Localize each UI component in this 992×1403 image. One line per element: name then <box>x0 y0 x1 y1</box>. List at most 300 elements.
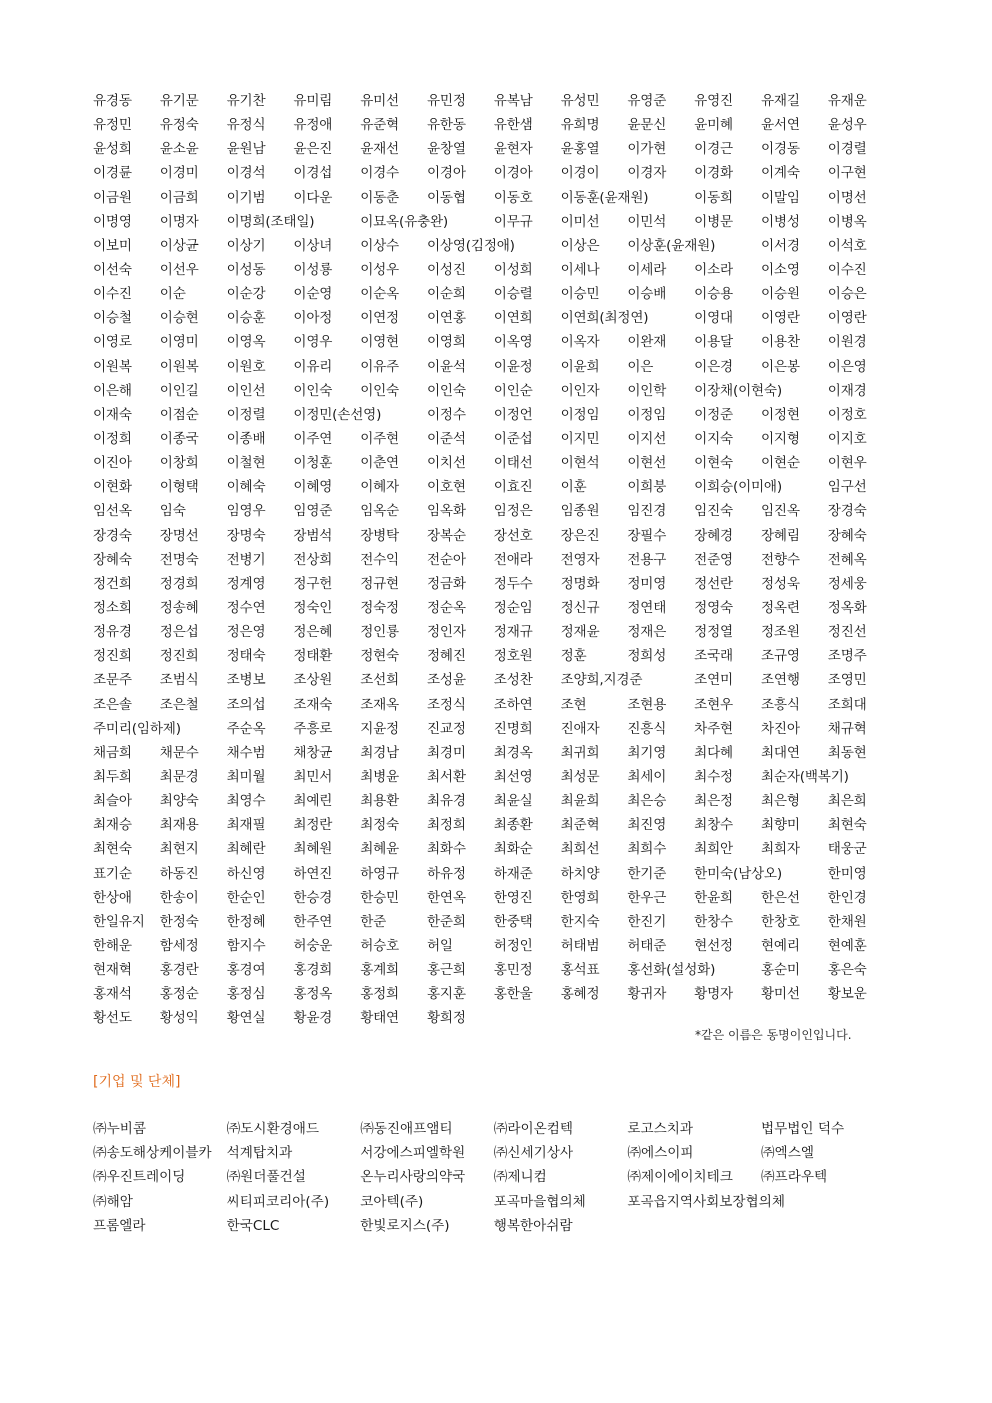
donor-name: 이형택 <box>159 479 199 496</box>
donor-name: 유희명 <box>560 117 600 134</box>
donor-name: 임구선 <box>827 479 867 496</box>
donor-name: 한영희 <box>560 889 600 906</box>
donor-name: 이정임 <box>560 406 600 423</box>
donor-name: 최두희 <box>93 768 132 785</box>
donor-name: 이영희 <box>426 334 466 351</box>
donor-name: 이승현 <box>159 310 199 327</box>
donor-name: 조정식 <box>426 696 466 713</box>
donor-name: 전애라 <box>493 551 533 568</box>
donor-name: 최세이 <box>627 768 667 785</box>
donor-name: 이무규 <box>493 213 533 230</box>
donor-name: 주흥로 <box>293 720 333 737</box>
donor-name: 윤은진 <box>293 141 333 158</box>
donor-name: 정은영 <box>226 624 266 641</box>
donor-name: 정옥화 <box>827 599 867 616</box>
donor-name: 이정수 <box>426 406 466 423</box>
donor-name: 이석호 <box>827 237 867 254</box>
donor-name: 이지형 <box>760 430 800 447</box>
donor-name-list <box>93 89 913 1030</box>
donor-name: 이유리 <box>293 358 333 375</box>
donor-name: 이치선 <box>426 455 466 472</box>
donor-name: 홍정희 <box>360 986 399 1003</box>
donor-name: 한연옥 <box>426 889 466 906</box>
donor-name: 이원복 <box>93 358 132 375</box>
donor-name: 한승경 <box>293 889 333 906</box>
donor-name: 전순아 <box>426 551 466 568</box>
donor-name: 표기순 <box>93 865 132 882</box>
donor-name: 진흥식 <box>627 720 667 737</box>
organization-name: 포곡읍지역사회보장협의체 <box>627 1193 785 1210</box>
donor-name: 이동춘 <box>360 189 399 206</box>
donor-name: 채문수 <box>159 744 199 761</box>
donor-name: 장명선 <box>159 527 199 544</box>
donor-name: 이청훈 <box>293 455 333 472</box>
donor-name: 주미리(임하제) <box>93 720 181 737</box>
donor-name: 이영미 <box>159 334 199 351</box>
donor-name: 이승렬 <box>493 286 533 303</box>
donor-name: 한준희 <box>426 913 466 930</box>
donor-name: 이영로 <box>93 334 132 351</box>
donor-name: 이소영 <box>760 261 800 278</box>
donor-name: 정송혜 <box>159 599 199 616</box>
donor-name: 이가현 <box>627 141 667 158</box>
donor-name: 장혜숙 <box>93 551 132 568</box>
donor-name: 정금화 <box>426 575 466 592</box>
donor-name: 이유주 <box>360 358 399 375</box>
donor-name: 이춘연 <box>360 455 399 472</box>
donor-name: 최귀희 <box>560 744 600 761</box>
donor-name: 최정희 <box>426 817 466 834</box>
donor-name: 한채원 <box>827 913 867 930</box>
donor-name: 최성문 <box>560 768 600 785</box>
donor-name: 조상원 <box>293 672 333 689</box>
donor-name: 한일유지 <box>93 913 145 930</box>
donor-name: 정호원 <box>493 648 533 665</box>
donor-name: 진교정 <box>426 720 466 737</box>
donor-name: 이현석 <box>560 455 600 472</box>
organization-name: ㈜제니컴 <box>493 1169 547 1186</box>
donor-name: 이승용 <box>694 286 733 303</box>
donor-name: 조성윤 <box>426 672 466 689</box>
donor-name: 한진기 <box>627 913 667 930</box>
donor-name: 최은정 <box>694 793 733 810</box>
donor-name: 정재규 <box>493 624 533 641</box>
donor-name: 차주현 <box>694 720 733 737</box>
donor-name: 윤홍열 <box>560 141 600 158</box>
donor-name: 임옥화 <box>426 503 466 520</box>
donor-name: 황태연 <box>360 1010 399 1027</box>
donor-name: 최재필 <box>226 817 266 834</box>
donor-name: 허승호 <box>360 937 399 954</box>
donor-name: 이순희 <box>426 286 466 303</box>
donor-name: 이계숙 <box>760 165 800 182</box>
donor-name: 이순강 <box>226 286 266 303</box>
homonym-note: *같은 이름은 동명이인입니다. <box>695 1028 852 1042</box>
donor-name: 한영진 <box>493 889 533 906</box>
donor-name: 이희승(이미애) <box>694 479 782 496</box>
donor-name: 전상희 <box>293 551 333 568</box>
donor-name: 이동협 <box>426 189 466 206</box>
donor-name: 최희선 <box>560 841 600 858</box>
organization-name: ㈜동진애프앰티 <box>360 1121 453 1137</box>
donor-name: 유준혁 <box>360 117 399 134</box>
donor-name: 한우근 <box>627 889 667 906</box>
donor-name: 최희자 <box>760 841 800 858</box>
donor-name: 하유정 <box>426 865 466 882</box>
donor-name: 이동호 <box>493 189 533 206</box>
donor-name: 이병성 <box>760 213 800 230</box>
donor-name: 이효진 <box>493 479 533 496</box>
donor-name: 이민석 <box>627 213 667 230</box>
donor-name: 조규영 <box>760 648 800 665</box>
donor-name: 임영준 <box>293 503 333 520</box>
donor-name: 이정임 <box>627 406 667 423</box>
donor-name: 이수진 <box>827 261 867 278</box>
donor-name: 이영란 <box>760 310 800 327</box>
donor-name: 이은영 <box>827 358 867 375</box>
donor-name: 이장채(이현숙) <box>694 382 782 399</box>
donor-name: 이소라 <box>694 261 733 278</box>
donor-name: 이주연 <box>293 430 333 447</box>
donor-name: 정재윤 <box>560 624 600 641</box>
donor-name: 이지숙 <box>694 430 733 447</box>
donor-name: 유기찬 <box>226 93 266 109</box>
donor-name: 장경숙 <box>93 527 132 544</box>
donor-name: 정유경 <box>93 624 132 641</box>
donor-name: 한은선 <box>760 889 800 906</box>
donor-name: 이명선 <box>827 189 867 206</box>
donor-name: 이재경 <box>827 382 867 399</box>
donor-name: 임정은 <box>493 503 533 520</box>
donor-name: 전명숙 <box>159 551 199 568</box>
donor-name: 이현우 <box>827 455 867 472</box>
donor-name: 윤서연 <box>760 117 800 134</box>
donor-name: 이경수 <box>360 165 399 182</box>
donor-name: 이승철 <box>93 310 132 327</box>
donor-name: 임영우 <box>226 503 266 520</box>
donor-name: 황보운 <box>827 986 867 1003</box>
donor-name: 최용환 <box>360 793 399 810</box>
donor-name: 하동진 <box>159 865 199 882</box>
donor-name: 이동희 <box>694 189 733 206</box>
donor-name: 최향미 <box>760 817 800 834</box>
donor-name: 한미숙(남상오) <box>694 865 782 882</box>
donor-name: 채수범 <box>226 744 266 761</box>
donor-name: 전수익 <box>360 551 399 568</box>
donor-name: 이명영 <box>93 213 132 230</box>
donor-name: 허숭운 <box>293 937 333 954</box>
donor-name: 이인숙 <box>293 382 333 399</box>
donor-name: 정명화 <box>560 575 600 592</box>
organization-name: ㈜라이온컴텍 <box>493 1121 574 1137</box>
donor-name: 최경남 <box>360 744 399 761</box>
donor-name: 한승민 <box>360 889 399 906</box>
organization-name: ㈜도시환경애드 <box>226 1121 319 1137</box>
donor-name: 허정인 <box>493 937 533 954</box>
donor-name: 이승훈 <box>226 310 266 327</box>
donor-name: 황미선 <box>760 986 800 1003</box>
donor-name: 이세나 <box>560 261 600 278</box>
donor-name: 최슬아 <box>93 793 132 810</box>
donor-name: 이태선 <box>493 455 533 472</box>
donor-name: 이지민 <box>560 430 600 447</box>
donor-name: 이혜영 <box>293 479 333 496</box>
donor-name: 이경미 <box>159 165 199 182</box>
donor-name: 황연실 <box>226 1010 266 1027</box>
donor-name: 이묘옥(유충완) <box>360 213 448 230</box>
donor-name: 이경섭 <box>293 165 333 182</box>
donor-name: 이영옥 <box>226 334 266 351</box>
donor-name: 황귀자 <box>627 986 667 1003</box>
donor-name: 최은승 <box>627 793 667 810</box>
donor-name: 이세라 <box>627 261 667 278</box>
donor-name: 한윤희 <box>694 889 733 906</box>
donor-name: 최다혜 <box>694 744 733 761</box>
donor-name: 이종배 <box>226 430 266 447</box>
donor-name: 이인순 <box>493 382 533 399</box>
donor-name: 정구헌 <box>293 575 333 592</box>
donor-name: 이영란 <box>827 310 867 327</box>
donor-name: 이명자 <box>159 213 199 230</box>
organization-name: 한국CLC <box>226 1217 280 1234</box>
donor-name: 정세웅 <box>827 575 867 592</box>
donor-name: 이경근 <box>694 141 733 158</box>
donor-name: 이경렬 <box>827 141 867 158</box>
donor-name: 현선정 <box>694 937 733 954</box>
donor-name: 홍석표 <box>560 962 600 979</box>
donor-name: 이은 <box>627 358 654 375</box>
donor-name: 채규혁 <box>827 720 867 737</box>
donor-name: 홍재석 <box>93 986 132 1003</box>
donor-name: 임종원 <box>560 503 600 520</box>
donor-name: 이지호 <box>827 430 867 447</box>
donor-name: 윤성우 <box>827 117 867 134</box>
donor-name: 이용달 <box>694 334 733 351</box>
donor-name: 하치양 <box>560 865 600 882</box>
donor-name: 최현숙 <box>93 841 132 858</box>
donor-name: 이성우 <box>360 261 399 278</box>
donor-name: 최희안 <box>694 841 733 858</box>
donor-name: 이성룡 <box>293 261 333 278</box>
donor-name: 이옥자 <box>560 334 600 351</box>
donor-name: 이연홍 <box>426 310 466 327</box>
donor-name: 이정언 <box>493 406 533 423</box>
donor-name: 최현지 <box>159 841 199 858</box>
donor-name: 이경아 <box>493 165 533 182</box>
donor-name: 정재은 <box>627 624 667 641</box>
donor-name: 진애자 <box>560 720 600 737</box>
organization-name: ㈜해암 <box>93 1193 133 1210</box>
donor-name: 이영대 <box>694 310 733 327</box>
donor-name: 유정식 <box>226 117 266 134</box>
donor-name: 정혜진 <box>426 648 466 665</box>
donor-name: 이금원 <box>93 189 132 206</box>
donor-name: 한해운 <box>93 937 132 954</box>
donor-name: 최화순 <box>493 841 533 858</box>
donor-name: 정조원 <box>760 624 800 641</box>
donor-name: 유미선 <box>360 93 399 109</box>
donor-name: 이준섭 <box>493 430 533 447</box>
donor-name: 황선도 <box>93 1010 132 1027</box>
donor-name: 정숙인 <box>293 599 333 616</box>
donor-name: 윤원남 <box>226 141 266 158</box>
donor-name: 조현용 <box>627 696 667 713</box>
donor-name: 홍경희 <box>293 962 333 979</box>
donor-name: 이병문 <box>694 213 733 230</box>
donor-name: 최예린 <box>293 793 333 810</box>
donor-name: 태웅군 <box>827 841 867 858</box>
organization-name: ㈜프라우텍 <box>760 1169 828 1186</box>
donor-name: 현예리 <box>760 937 800 954</box>
donor-name: 한정혜 <box>226 913 266 930</box>
organization-name: 코아텍(주) <box>360 1193 424 1210</box>
donor-name: 전준영 <box>694 551 733 568</box>
donor-name: 하재준 <box>493 865 533 882</box>
donor-name: 홍민정 <box>493 962 533 979</box>
donor-name: 이윤석 <box>426 358 466 375</box>
donor-name: 이재숙 <box>93 406 132 423</box>
donor-name: 이현순 <box>760 455 800 472</box>
donor-name: 이순 <box>159 286 186 303</box>
donor-name: 정숙정 <box>360 599 399 616</box>
donor-name: 이인자 <box>560 382 600 399</box>
donor-name: 홍경란 <box>159 962 199 979</box>
donor-name: 윤성희 <box>93 141 132 158</box>
donor-name: 정미영 <box>627 575 667 592</box>
donor-name: 윤소윤 <box>159 141 199 158</box>
donor-name: 이명희(조태일) <box>226 213 315 230</box>
donor-name: 진명희 <box>493 720 533 737</box>
donor-name: 이경륜 <box>93 165 132 182</box>
donor-name: 최정란 <box>293 817 333 834</box>
donor-name: 하신영 <box>226 865 266 882</box>
donor-name: 홍경여 <box>226 962 266 979</box>
donor-name: 최정숙 <box>360 817 399 834</box>
donor-name: 정순옥 <box>426 599 466 616</box>
donor-name: 이상훈(윤재원) <box>627 237 716 254</box>
donor-name: 정희성 <box>627 648 667 665</box>
donor-name: 조문주 <box>93 672 132 689</box>
donor-name: 최준혁 <box>560 817 600 834</box>
donor-name: 조영민 <box>827 672 867 689</box>
donor-name: 정정열 <box>694 624 733 641</box>
donor-name: 이인숙 <box>360 382 399 399</box>
section-title-organizations: [기업 및 단체] <box>93 1074 181 1090</box>
donor-name: 유미림 <box>293 93 333 109</box>
donor-name: 이순옥 <box>360 286 399 303</box>
donor-name: 황성익 <box>159 1010 199 1027</box>
donor-name: 이호현 <box>426 479 466 496</box>
donor-name: 홍계희 <box>360 962 399 979</box>
donor-name: 이희붕 <box>627 479 667 496</box>
donor-name: 한송이 <box>159 889 199 906</box>
donor-name: 이은봉 <box>760 358 800 375</box>
donor-name: 홍정옥 <box>293 986 333 1003</box>
donor-name: 한준 <box>360 913 387 930</box>
donor-name: 조연행 <box>760 672 800 689</box>
donor-name: 하영규 <box>360 865 399 882</box>
donor-name: 이훈 <box>560 479 587 496</box>
donor-name: 이선우 <box>159 261 199 278</box>
donor-name: 채창균 <box>293 744 333 761</box>
donor-name: 유기문 <box>159 93 199 109</box>
donor-name: 정수연 <box>226 599 266 616</box>
donor-name: 이용찬 <box>760 334 800 351</box>
donor-name: 이다운 <box>293 189 333 206</box>
donor-name: 한미영 <box>827 865 867 882</box>
donor-name: 유경동 <box>93 93 132 109</box>
donor-name: 윤현자 <box>493 141 533 158</box>
donor-name: 장선호 <box>493 527 533 544</box>
donor-name: 최종환 <box>493 817 533 834</box>
donor-name: 한지숙 <box>560 913 600 930</box>
donor-name: 임진경 <box>627 503 667 520</box>
donor-name: 최경옥 <box>493 744 533 761</box>
donor-name: 장혜림 <box>760 527 800 544</box>
donor-name: 하연진 <box>293 865 333 882</box>
donor-name: 이성동 <box>226 261 266 278</box>
donor-name: 이금희 <box>159 189 199 206</box>
donor-name: 전혜옥 <box>827 551 867 568</box>
donor-name: 유한샘 <box>493 117 533 134</box>
donor-name: 조명주 <box>827 648 867 665</box>
donor-name: 최현숙 <box>827 817 867 834</box>
organization-name: 프롬엘라 <box>93 1217 146 1234</box>
organization-name: 씨티피코리아(주) <box>226 1193 330 1210</box>
donor-name: 정인룡 <box>360 624 399 641</box>
donor-name: 이경이 <box>560 165 600 182</box>
donor-name: 유성민 <box>560 93 600 109</box>
donor-name: 함세정 <box>159 937 199 954</box>
donor-name: 정경희 <box>159 575 199 592</box>
donor-name: 최진영 <box>627 817 667 834</box>
donor-name: 최재승 <box>93 817 132 834</box>
donor-name: 홍선화(설성화) <box>627 962 716 979</box>
donor-name: 임옥순 <box>360 503 399 520</box>
donor-name: 최병윤 <box>360 768 399 785</box>
donor-name: 조성찬 <box>493 672 533 689</box>
donor-name: 정현숙 <box>360 648 399 665</box>
donor-name: 이승은 <box>827 286 867 303</box>
donor-name: 최화수 <box>426 841 466 858</box>
donor-name: 최은희 <box>827 793 867 810</box>
donor-name: 이구현 <box>827 165 867 182</box>
organization-name: 한빛로지스(주) <box>360 1217 450 1234</box>
donor-name: 이승배 <box>627 286 667 303</box>
donor-name: 한기준 <box>627 865 667 882</box>
donor-name: 황희정 <box>426 1010 466 1027</box>
donor-name: 이상영(김정애) <box>426 237 515 254</box>
donor-name: 허일 <box>426 937 453 954</box>
donor-name: 이영현 <box>360 334 399 351</box>
donor-name: 이경동 <box>760 141 800 158</box>
donor-name: 최선영 <box>493 768 533 785</box>
donor-name: 정규현 <box>360 575 399 592</box>
donor-name: 이진아 <box>93 455 132 472</box>
donor-name: 조연미 <box>694 672 733 689</box>
donor-name: 이주현 <box>360 430 399 447</box>
donor-name: 최창수 <box>694 817 733 834</box>
donor-name: 윤미혜 <box>694 117 733 134</box>
donor-name: 조양희,지경준 <box>560 672 643 689</box>
donor-name: 최동현 <box>827 744 867 761</box>
donor-name: 조범식 <box>159 672 199 689</box>
donor-name: 임선옥 <box>93 503 132 520</box>
donor-name: 정계영 <box>226 575 266 592</box>
donor-name: 정진희 <box>159 648 199 665</box>
donor-name: 장명숙 <box>226 527 266 544</box>
donor-name: 유민정 <box>426 93 466 109</box>
